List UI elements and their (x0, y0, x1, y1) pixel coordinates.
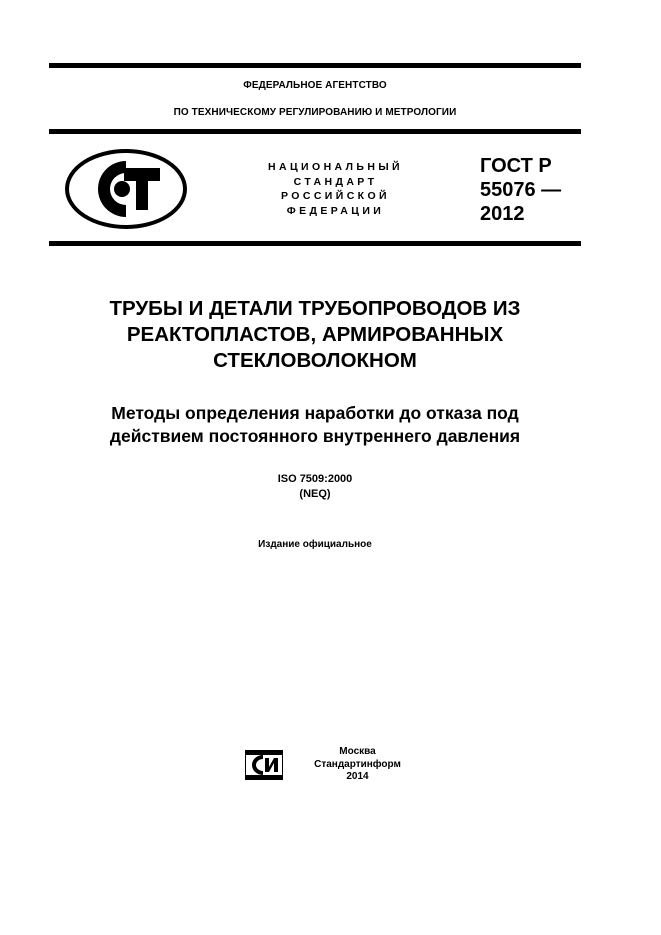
gost-designation (480, 154, 561, 226)
rst-certification-logo-icon (64, 148, 188, 230)
middle-divider (49, 129, 581, 134)
document-subtitle (49, 402, 581, 448)
lower-divider (49, 241, 581, 246)
standartinform-logo-icon (245, 750, 283, 780)
iso-number: ISO 7509:2000 (277, 473, 353, 485)
gost-line: ГОСТ Р (480, 155, 552, 177)
subtitle-line: Методы определения наработки до отказа под (111, 403, 519, 423)
agency-name-line-2: ПО ТЕХНИЧЕСКОМУ РЕГУЛИРОВАНИЮ И МЕТРОЛОГИИ (173, 107, 457, 118)
title-line: РЕАКТОПЛАСТОВ, АРМИРОВАННЫХ (126, 323, 504, 346)
agency-name-line-1: ФЕДЕРАЛЬНОЕ АГЕНТСТВО (243, 80, 387, 91)
publisher-imprint (300, 746, 415, 784)
national-line: ФЕДЕРАЦИИ (286, 204, 385, 217)
publisher-name: Стандартинформ (314, 758, 401, 770)
subtitle-line: действием постоянного внутреннего давления (109, 426, 521, 446)
national-standard-label (248, 160, 423, 218)
publisher-year: 2014 (346, 771, 369, 782)
national-line: НАЦИОНАЛЬНЫЙ (268, 161, 403, 173)
gost-line: 55076 — (480, 179, 562, 201)
edition-label: Издание официальное (258, 539, 372, 550)
iso-equivalence: (NEQ) (299, 488, 331, 500)
title-line: ТРУБЫ И ДЕТАЛИ ТРУБОПРОВОДОВ ИЗ (109, 297, 521, 320)
top-divider (49, 63, 581, 68)
title-line: СТЕКЛОВОЛОКНОМ (213, 349, 417, 372)
gost-line: 2012 (480, 203, 525, 225)
national-line: СТАНДАРТ (293, 175, 378, 188)
publisher-city: Москва (339, 746, 376, 757)
iso-reference (49, 472, 581, 502)
national-line: РОССИЙСКОЙ (281, 190, 390, 202)
document-title (49, 296, 581, 374)
